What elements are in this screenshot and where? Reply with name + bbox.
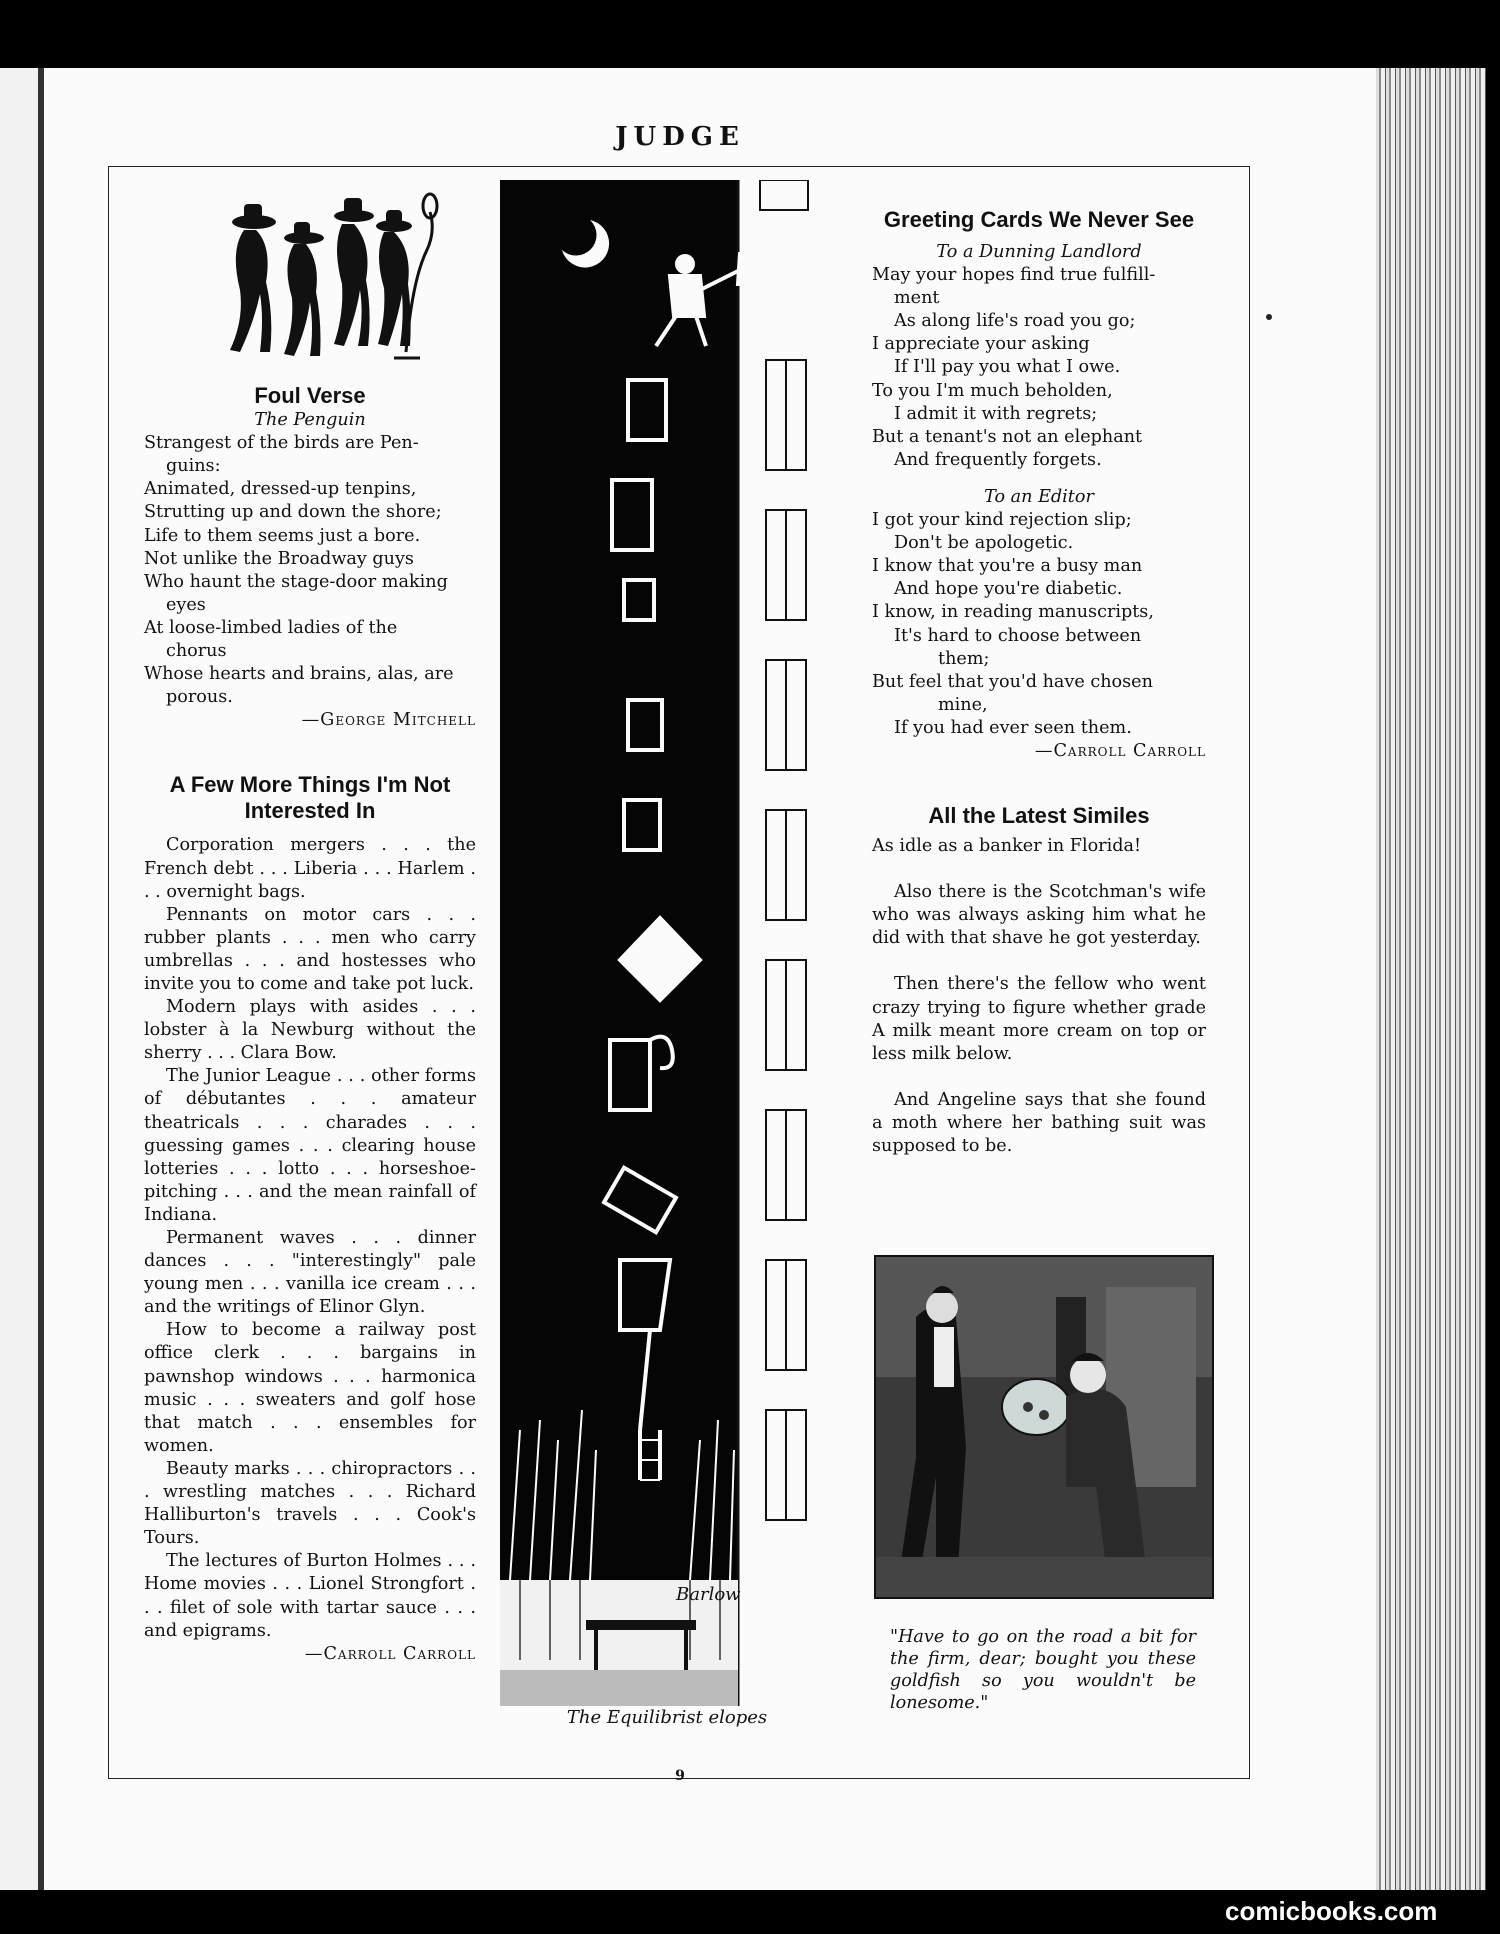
foul-verse-line: chorus — [166, 641, 227, 662]
greeting-editor-line: Don't be apologetic. — [894, 533, 1074, 554]
few-more-paragraph: Pennants on motor cars . . . rubber plants . . . men who carry umbrellas . . . and hostesses who invite you to come and take pot luck. — [144, 904, 476, 994]
foul-verse-line: porous. — [166, 687, 233, 708]
few-more-heading-line2: Interested In — [244, 798, 376, 824]
foul-verse-credit: —George Mitchell — [301, 710, 476, 731]
left-page-edge — [0, 68, 44, 1890]
page-number: 9 — [675, 1768, 685, 1784]
foul-verse-heading: Foul Verse — [254, 383, 366, 409]
greeting-editor-line: mine, — [938, 694, 988, 715]
few-more-paragraph: The Junior League . . . other forms of débutantes . . . amateur theatricals . . . charades . . . guessing games . . . clearing house lotteries . . . lotto . . . horseshoe-pitching . . . and the mean rainfall of Indiana. — [144, 1066, 476, 1225]
foul-verse-line: Not unlike the Broadway guys — [144, 548, 414, 569]
greeting-editor-line: But feel that you'd have chosen — [872, 671, 1153, 692]
masthead: JUDGE — [615, 122, 745, 152]
few-more-heading-line1: A Few More Things I'm Not — [169, 772, 451, 798]
foul-verse-line: Strutting up and down the shore; — [144, 502, 442, 523]
greeting-landlord-line: I appreciate your asking — [872, 334, 1090, 355]
greeting-poem-landlord — [872, 264, 1206, 472]
few-more-body — [144, 834, 476, 1642]
foul-verse-line: eyes — [166, 594, 206, 615]
greeting-landlord-line: To you I'm much beholden, — [872, 380, 1113, 401]
greeting-editor-line: It's hard to choose between — [894, 625, 1142, 646]
left-column — [144, 182, 476, 1666]
goldfish-illustration — [874, 1255, 1214, 1599]
foul-verse-subtitle: The Penguin — [254, 410, 366, 431]
greeting-landlord-line: And frequently forgets. — [894, 449, 1102, 470]
greeting-editor-line: And hope you're diabetic. — [894, 579, 1123, 600]
few-more-credit: —Carroll Carroll — [304, 1643, 476, 1664]
greeting-landlord-line: As along life's road you go; — [894, 311, 1136, 332]
greeting-heading: Greeting Cards We Never See — [883, 207, 1195, 232]
foul-verse-line: At loose-limbed ladies of the — [144, 617, 398, 638]
similes-first-line: As idle as a banker in Florida! — [872, 836, 1142, 857]
equilibrist-cartoon — [500, 180, 834, 1706]
page-stack-edge — [1376, 68, 1486, 1890]
greeting-editor-line: I know, in reading manuscripts, — [872, 602, 1154, 623]
cartoon-caption: The Equilibrist elopes — [566, 1707, 768, 1728]
similes-heading: All the Latest Similes — [928, 803, 1150, 829]
similes-paragraph: Also there is the Scotchman's wife who was always asking him what he did with that shave he got yesterday. — [872, 882, 1206, 949]
greeting-editor-line: I got your kind rejection slip; — [872, 510, 1132, 531]
greeting-editor-line: I know that you're a busy man — [872, 556, 1143, 577]
similes-paragraph: And Angeline says that she found a moth where her bathing suit was supposed to be. — [872, 1089, 1206, 1156]
greeting-poem-editor — [872, 509, 1206, 740]
greeting-landlord-line: If I'll pay you what I owe. — [894, 357, 1121, 378]
foul-verse-line: Life to them seems just a bore. — [144, 525, 421, 546]
watermark: comicbooks.com — [1225, 1896, 1438, 1926]
few-more-paragraph: The lectures of Burton Holmes . . . Home movies . . . Lionel Strongfort . . . filet of sole with tartar sauce . . . and epigrams. — [144, 1551, 476, 1641]
few-more-paragraph: Corporation mergers . . . the French debt . . . Liberia . . . Harlem . . . overnight bags. — [144, 835, 476, 902]
few-more-paragraph: Beauty marks . . . chiropractors . . . wrestling matches . . . Richard Halliburton's travels . . . Cook's Tours. — [144, 1458, 476, 1549]
foul-verse-line: Who haunt the stage-door making — [144, 571, 448, 592]
foul-verse-line: guins: — [166, 456, 221, 477]
few-more-paragraph: Permanent waves . . . dinner dances . . . "interestingly" pale young men . . . vanilla ice cream . . . and the writings of Elinor Glyn. — [144, 1228, 476, 1318]
foul-verse-poem — [144, 432, 476, 709]
goldfish-caption: "Have to go on the road a bit for the firm, dear; bought you these goldfish so you wouldn't be lonesome." — [890, 1627, 1196, 1713]
right-column — [872, 207, 1206, 1158]
greeting-credit: —Carroll Carroll — [1034, 740, 1206, 761]
greeting-subtitle-landlord: To a Dunning Landlord — [936, 242, 1142, 262]
foul-verse-line: Animated, dressed-up tenpins, — [144, 479, 417, 500]
foul-verse-line: Strangest of the birds are Pen- — [144, 433, 419, 454]
ink-speck — [1266, 314, 1272, 320]
similes-paragraph: Then there's the fellow who went crazy trying to figure whether grade A milk meant more cream on top or less milk below. — [872, 974, 1206, 1064]
greeting-landlord-line: May your hopes find true fulfill- — [872, 265, 1156, 286]
greeting-subtitle-editor: To an Editor — [984, 486, 1094, 507]
few-more-paragraph: How to become a railway post office clerk . . . bargains in pawnshop windows . . . harmonica music . . . sweaters and golf hose that match . . . ensembles for women. — [144, 1320, 476, 1456]
greeting-editor-line: If you had ever seen them. — [894, 717, 1132, 738]
greeting-editor-line: them; — [938, 648, 990, 669]
greeting-landlord-line: I admit it with regrets; — [894, 403, 1098, 424]
few-more-paragraph: Modern plays with asides . . . lobster à la Newburg without the sherry . . . Clara Bow. — [144, 997, 476, 1064]
greeting-landlord-line: But a tenant's not an elephant — [872, 426, 1143, 447]
singing-animals-illustration — [144, 182, 476, 382]
greeting-landlord-line: ment — [894, 288, 940, 309]
similes-body — [872, 881, 1206, 1158]
foul-verse-line: Whose hearts and brains, alas, are — [144, 664, 454, 685]
cartoon-signature: Barlow — [676, 1584, 741, 1605]
